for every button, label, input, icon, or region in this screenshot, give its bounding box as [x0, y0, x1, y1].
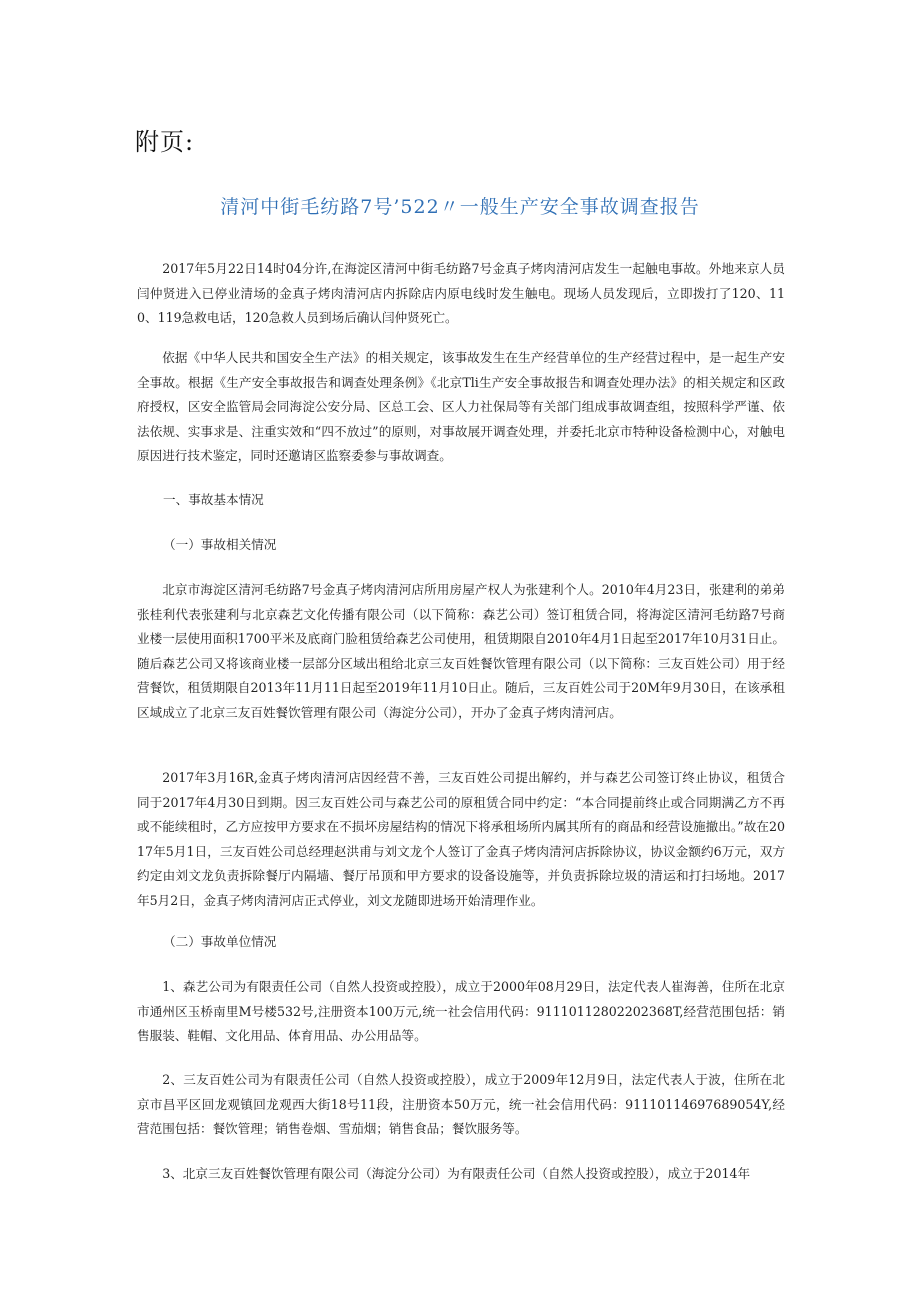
subsection-heading-unit-info: （二）事故单位情况 — [163, 934, 277, 949]
report-title: 清河中街毛纺路7号’522〃一般生产安全事故调查报告 — [220, 196, 700, 218]
paragraph-termination-demolition: 2017年3月16R,金真子烤肉清河店因经营不善，三友百姓公司提出解约，并与森艺公司签订终止协议，租赁合同于2017年4月30日到期。因三友百姓公司与森艺公司的原租赁合同中约定：“本合同提前终止或合同期满乙方不再或不能续租时，乙方应按甲方要求在不损坏房屋结构的情况下将承租场所内属其所有的商品和经营设施撤出。”故在2017年5月1日，三友百姓公司总经理赵洪甫与刘文龙个人签订了金真子烤肉清河店拆除协议，协议金额约6万元，双方约定由刘文龙负责拆除餐厅内隔墙、餐厅吊顶和甲方要求的设备设施等，并负责拆除垃圾的清运和打扫场地。2017年5月2日，金真子烤肉清河店正式停业，刘文龙随即进场开始清理作业。 — [137, 770, 785, 908]
section-heading-basic-info: 一、事故基本情况 — [163, 492, 264, 507]
paragraph-company-2: 2、三友百姓公司为有限责任公司（自然人投资或控股），成立于2009年12月9日，法定代表人于波，住所在北京市昌平区回龙观镇回龙观西大街18号11段，注册资本50万元，统一社会信用代码：91110114697689054Y,经营范围包括：餐饮管理；销售卷烟、雪茄烟；销售食品；餐饮服务等。 — [137, 1072, 785, 1136]
subsection-heading-related-info: （一）事故相关情况 — [163, 537, 277, 552]
paragraph-incident-summary: 2017年5月22日14时04分许,在海淀区清河中街毛纺路7号金真子烤肉清河店发生一起触电事故。外地来京人员闫仲贤进入已停业清场的金真子烤肉清河店内拆除店内原电线时发生触电。现场人员发现后，立即拨打了120、110、119急救电话，120急救人员到场后确认闫仲贤死亡。 — [137, 261, 785, 325]
appendix-heading: 附页: — [135, 128, 195, 156]
paragraph-company-1: 1、森艺公司为有限责任公司（自然人投资或控股），成立于2000年08月29日，法定代表人崔海善，住所在北京市通州区玉桥南里M号楼532号,注册资本100万元,统一社会信用代码：9111011280220236​8T,经营范围包括：销售服装、鞋帽、文化用品、体育用品、办公用品等。 — [137, 979, 785, 1043]
paragraph-company-3: 3、北京三友百姓餐饮管理有限公司（海淀分公司）为有限责任公司（自然人投资或控股），成立于2014年 — [162, 1166, 751, 1181]
paragraph-investigation-basis: 依据《中华人民共和国安全生产法》的相关规定，该事故发生在生产经营单位的生产经营过程中，是一起生产安全事故。根据《生产安全事故报告和调查处理条例》《北京Tli生产安全事故报告和调查处理办法》的相关规定和区政府授权，区安全监管局会同海淀公安分局、区总工会、区人力社保局等有关部门组成事故调查组，按照科学严谨、依法依规、实事求是、注重实效和“四不放过”的原则，对事故展开调查处理，并委托北京市特种设备检测中心，对触电原因进行技术鉴定，同时还邀请区监察委参与事故调查。 — [137, 350, 785, 463]
paragraph-property-lease: 北京市海淀区清河毛纺路7号金真子烤肉清河店所用房屋产权人为张建利个人。2010年4月23日，张建利的弟弟张桂利代表张建利与北京森艺文化传播有限公司（以下简称：森艺公司）签订租赁合同，将海淀区清河毛纺路7号商业楼一层使用面积1700平米及底商门脸租赁给森艺公司使用，租赁期限自2010年4月1日起至2017年10月31日止。随后森艺公司又将该商业楼一层部分区域出租给北京三友百姓餐饮管理有限公司（以下简称：三友百姓公司）用于经营餐饮，租赁期限自2013年11月11日起至2019年11月10日止。随后，三友百姓公司于20M年9月30日，在该承租区域成立了北京三友百姓餐饮管理有限公司（海淀分公司），开办了金真子烤肉清河店。 — [137, 582, 785, 720]
